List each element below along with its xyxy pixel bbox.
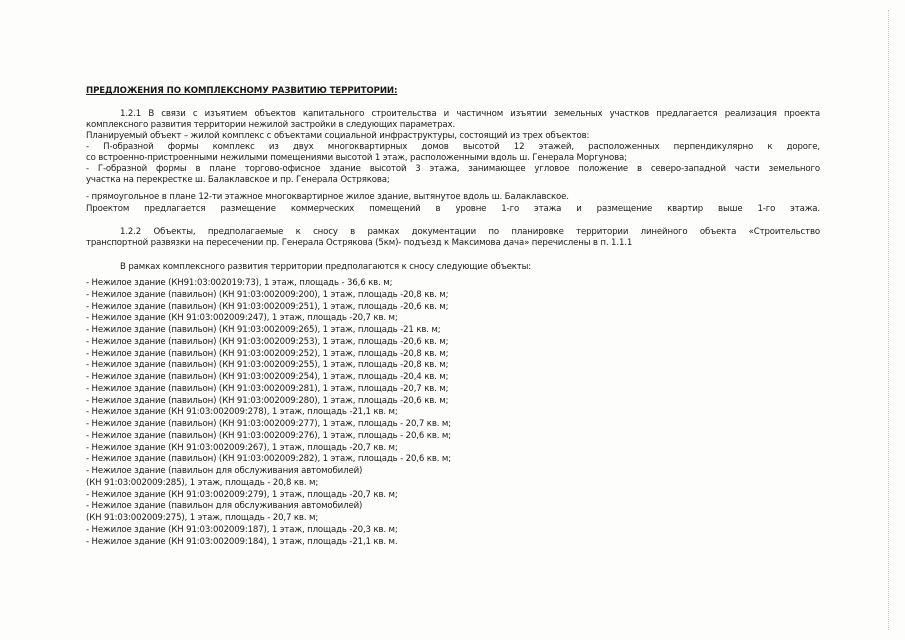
list-item: - Нежилое здание (КН 91:03:002009:278), 1 этаж, площадь -21,1 кв. м;: [86, 407, 398, 418]
scan-edge: [888, 10, 891, 630]
p1-line-3: Планируемый объект – жилой комплекс с объектами социальной инфраструктуры, состоящий из трех объектов:: [86, 131, 590, 141]
list-item: - Нежилое здание (павильон) (КН 91:03:002009:254), 1 этаж, площадь -20,4 кв. м;: [86, 372, 449, 382]
p1-line-4: - П-образной формы комплекс из двух многоквартирных домов высотой 12 этажей, расположенных перпендикулярно к дороге,: [86, 142, 820, 152]
list-item: - Нежилое здание (павильон для обслуживания автомобилей): [86, 501, 363, 512]
list-item: - Нежилое здание (павильон) (КН 91:03:002009:265), 1 этаж, площадь -21 кв. м;: [86, 325, 441, 335]
list-item: - Нежилое здание (КН 91:03:002009:267), 1 этаж, площадь -20,7 кв. м;: [86, 442, 398, 453]
list-item: - Нежилое здание (КН 91:03:002009:247), 1 этаж, площадь -20,7 кв. м;: [86, 313, 398, 324]
p1-line-2: комплексного развития территории нежилой застройки в следующих параметрах.: [86, 120, 456, 130]
list-item: (КН 91:03:002009:275), 1 этаж, площадь - 20,7 кв. м;: [86, 513, 319, 523]
list-item: - Нежилое здание (павильон) (КН 91:03:002009:282), 1 этаж, площадь - 20,6 кв. м;: [86, 454, 451, 465]
list-item: - Нежилое здание (павильон) (КН 91:03:002009:255), 1 этаж, площадь -20,8 кв. м;: [86, 360, 449, 371]
list-item: - Нежилое здание (павильон) (КН 91:03:002009:281), 1 этаж, площадь -20,7 кв. м;: [86, 383, 449, 394]
list-item: - Нежилое здание (павильон) (КН 91:03:002009:276), 1 этаж, площадь - 20,6 кв. м;: [86, 430, 451, 441]
list-item: - Нежилое здание (павильон) (КН 91:03:002009:277), 1 этаж, площадь - 20,7 кв. м;: [86, 419, 451, 429]
list-item: - Нежилое здание (павильон) (КН 91:03:002009:280), 1 этаж, площадь -20,6 кв. м;: [86, 395, 449, 406]
p1-line-8: - прямоугольное в плане 12-ти этажное многоквартирное жилое здание, вытянутое вдоль ш. Балаклавское.: [86, 192, 569, 202]
p1-line-9: Проектом предлагается размещение коммерческих помещений в уровне 1-го этажа и размещение квартир выше 1-го этажа.: [86, 204, 820, 214]
p1-line-5: со встроенно-пристроенными нежилыми помещениями высотой 1 этаж, расположенными вдоль ш. Генерала Моргунова;: [86, 153, 627, 163]
p3-intro: В рамках комплексного развития территории предполагаются к сносу следующие объекты:: [120, 262, 532, 272]
p1-line-1: 1.2.1 В связи с изъятием объектов капитального строительства и частичном изъятии земельных участков предлагается реализация проекта: [120, 109, 820, 119]
list-item: - Нежилое здание (КН 91:03:002009:279), 1 этаж, площадь -20,7 кв. м;: [86, 489, 398, 500]
p1-line-7: участка на перекрестке ш. Балаклавское и пр. Генерала Острякова;: [86, 175, 390, 185]
list-item: - Нежилое здание (КН 91:03:002009:187), 1 этаж, площадь -20,3 кв. м;: [86, 524, 398, 535]
list-item: - Нежилое здание (павильон) (КН 91:03:002009:251), 1 этаж, площадь -20,6 кв. м;: [86, 301, 449, 312]
list-item: - Нежилое здание (павильон) (КН 91:03:002009:200), 1 этаж, площадь -20,8 кв. м;: [86, 289, 449, 300]
demolition-list: [86, 278, 586, 548]
list-item: - Нежилое здание (КН 91:03:002009:184), 1 этаж, площадь -21,1 кв. м.: [86, 536, 398, 547]
p2-line-1: 1.2.2 Объекты, предполагаемые к сносу в рамках документации по планировке территории линейного объекта «Строительство: [120, 227, 820, 237]
p1-line-6: - Г-образной формы в плане торгово-офисное здание высотой 3 этажа, занимающее угловое положение в северо-западной части земельного: [86, 164, 820, 174]
section-heading: ПРЕДЛОЖЕНИЯ ПО КОМПЛЕКСНОМУ РАЗВИТИЮ ТЕРРИТОРИИ:: [86, 86, 398, 96]
list-item: (КН 91:03:002009:285), 1 этаж, площадь - 20,8 кв. м;: [86, 477, 319, 488]
p2-line-2: транспортной развязки на пересечении пр. Генерала Острякова (5км)- подъезд к Максимова дача» перечислены в п. 1.1.1: [86, 238, 633, 248]
list-item: - Нежилое здание (павильон) (КН 91:03:002009:252), 1 этаж, площадь -20,8 кв. м;: [86, 348, 449, 359]
list-item: - Нежилое здание (павильон для обслуживания автомобилей): [86, 466, 363, 476]
list-item: - Нежилое здание (КН91:03:002019:73), 1 этаж, площадь - 36,6 кв. м;: [86, 278, 393, 288]
list-item: - Нежилое здание (павильон) (КН 91:03:002009:253), 1 этаж, площадь -20,6 кв. м;: [86, 336, 449, 347]
